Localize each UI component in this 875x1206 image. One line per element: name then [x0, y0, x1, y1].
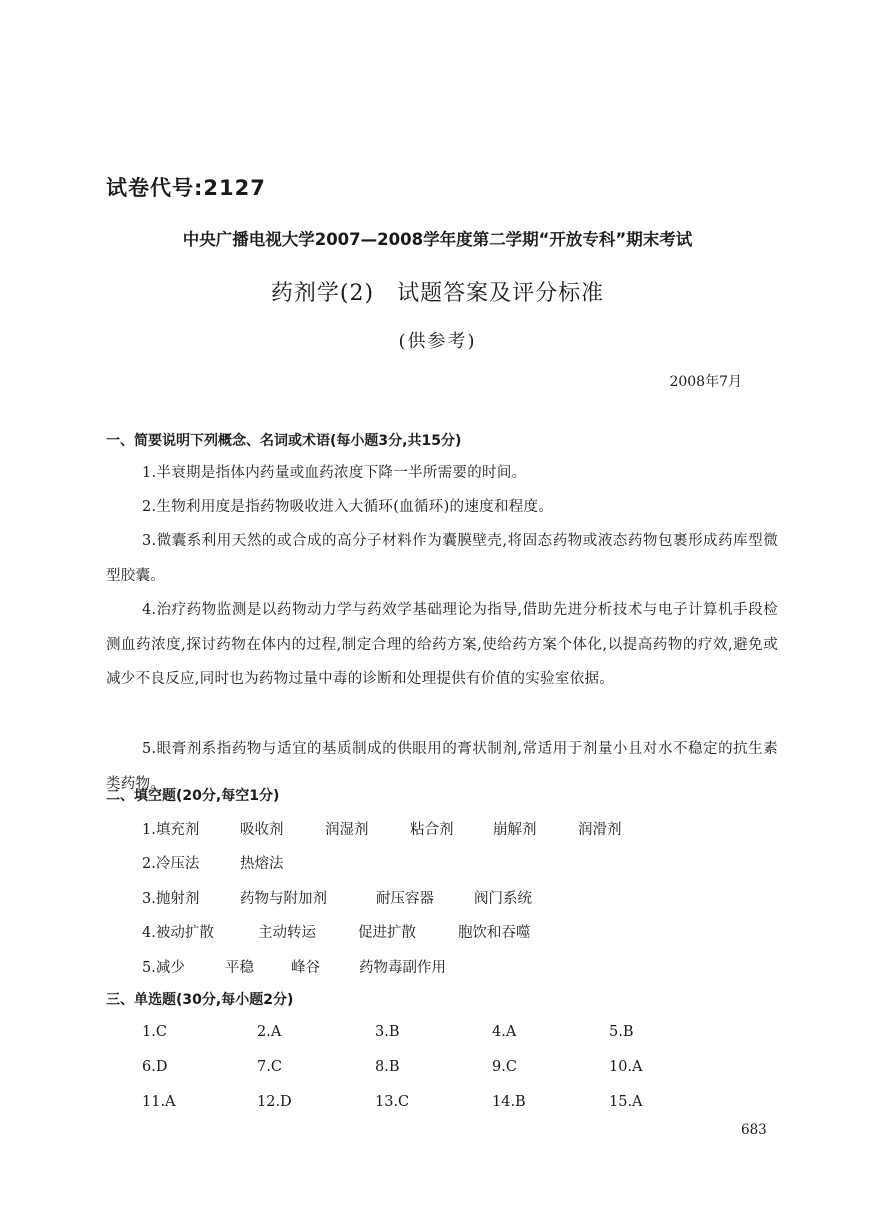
- fill-answer: 4.被动扩散: [142, 925, 214, 941]
- mc-answer: 14.B: [492, 1094, 526, 1110]
- exam-date: 2008年7月: [669, 374, 742, 390]
- fill-answer: 3.抛射剂: [142, 891, 200, 907]
- fill-answer: 阀门系统: [474, 891, 532, 907]
- mc-answer: 4.A: [492, 1024, 517, 1040]
- section-1-heading: 一、简要说明下列概念、名词或术语(每小题3分,共15分): [106, 433, 462, 449]
- mc-answer: 13.C: [375, 1094, 410, 1110]
- mc-answer: 15.A: [609, 1094, 643, 1110]
- fill-answer: 粘合剂: [410, 822, 454, 838]
- section-1-item: 5.眼膏剂系指药物与适宜的基质制成的供眼用的膏状制剂,常适用于剂量小且对水不稳定的抗生素类药物。: [106, 741, 778, 792]
- fill-answer: 润湿剂: [325, 822, 369, 838]
- fill-answer: 峰谷: [291, 960, 320, 976]
- mc-answer: 8.B: [375, 1059, 400, 1075]
- fill-row: [142, 852, 284, 873]
- mc-answer: 5.B: [609, 1024, 634, 1040]
- fill-answer: 润滑剂: [578, 822, 622, 838]
- fill-answer: 药物与附加剂: [240, 891, 327, 907]
- section-1-item: 3.微囊系利用天然的或合成的高分子材料作为囊膜壁壳,将固态药物或液态药物包裹形成药库型微型胶囊。: [106, 533, 778, 584]
- mc-answer: 1.C: [142, 1024, 167, 1040]
- mc-answer: 9.C: [492, 1059, 517, 1075]
- fill-answer: 平稳: [225, 960, 254, 976]
- mc-answer: 12.D: [257, 1094, 292, 1110]
- section-2-heading: 二、填空题(20分,每空1分): [106, 788, 280, 804]
- mc-answer: 6.D: [142, 1059, 168, 1075]
- section-3-heading: 三、单选题(30分,每小题2分): [106, 992, 294, 1008]
- mc-answer: 2.A: [257, 1024, 282, 1040]
- fill-row: [142, 956, 446, 977]
- fill-answer: 药物毒副作用: [359, 960, 446, 976]
- fill-answer: 耐压容器: [376, 891, 434, 907]
- fill-answer: 促进扩散: [358, 925, 416, 941]
- fill-answer: 热熔法: [240, 856, 284, 872]
- fill-answer: 5.减少: [142, 960, 185, 976]
- fill-answer: 主动转运: [258, 925, 316, 941]
- fill-answer: 1.填充剂: [142, 822, 200, 838]
- fill-row: [142, 921, 531, 942]
- fill-answer: 2.冷压法: [142, 856, 200, 872]
- university-exam-line: 中央广播电视大学2007—2008学年度第二学期“开放专科”期末考试: [182, 230, 693, 249]
- mc-answer: 3.B: [375, 1024, 400, 1040]
- paper-code: 试卷代号:2127: [106, 176, 266, 200]
- section-1-item: 2.生物利用度是指药物吸收进入大循环(血循环)的速度和程度。: [142, 499, 554, 515]
- fill-row: [142, 887, 532, 908]
- page-number: 683: [741, 1122, 767, 1138]
- section-1-item: 1.半衰期是指体内药量或血药浓度下降一半所需要的时间。: [142, 465, 527, 481]
- fill-row: [142, 818, 622, 839]
- mc-answer: 11.A: [142, 1094, 176, 1110]
- page-title: 药剂学(2) 试题答案及评分标准: [270, 281, 605, 306]
- page-subtitle: (供参考): [398, 331, 477, 352]
- mc-answer: 10.A: [609, 1059, 643, 1075]
- fill-answer: 吸收剂: [240, 822, 284, 838]
- mc-answer: 7.C: [257, 1059, 282, 1075]
- fill-answer: 胞饮和吞噬: [458, 925, 531, 941]
- fill-answer: 崩解剂: [493, 822, 537, 838]
- section-1-item: 4.治疗药物监测是以药物动力学与药效学基础理论为指导,借助先进分析技术与电子计算机手段检测血药浓度,探讨药物在体内的过程,制定合理的给药方案,使给药方案个体化,以提高药物的疗效,避免或减少不良反应,同时也为药物过量中毒的诊断和处理提供有价值的实验室依据。: [106, 602, 778, 687]
